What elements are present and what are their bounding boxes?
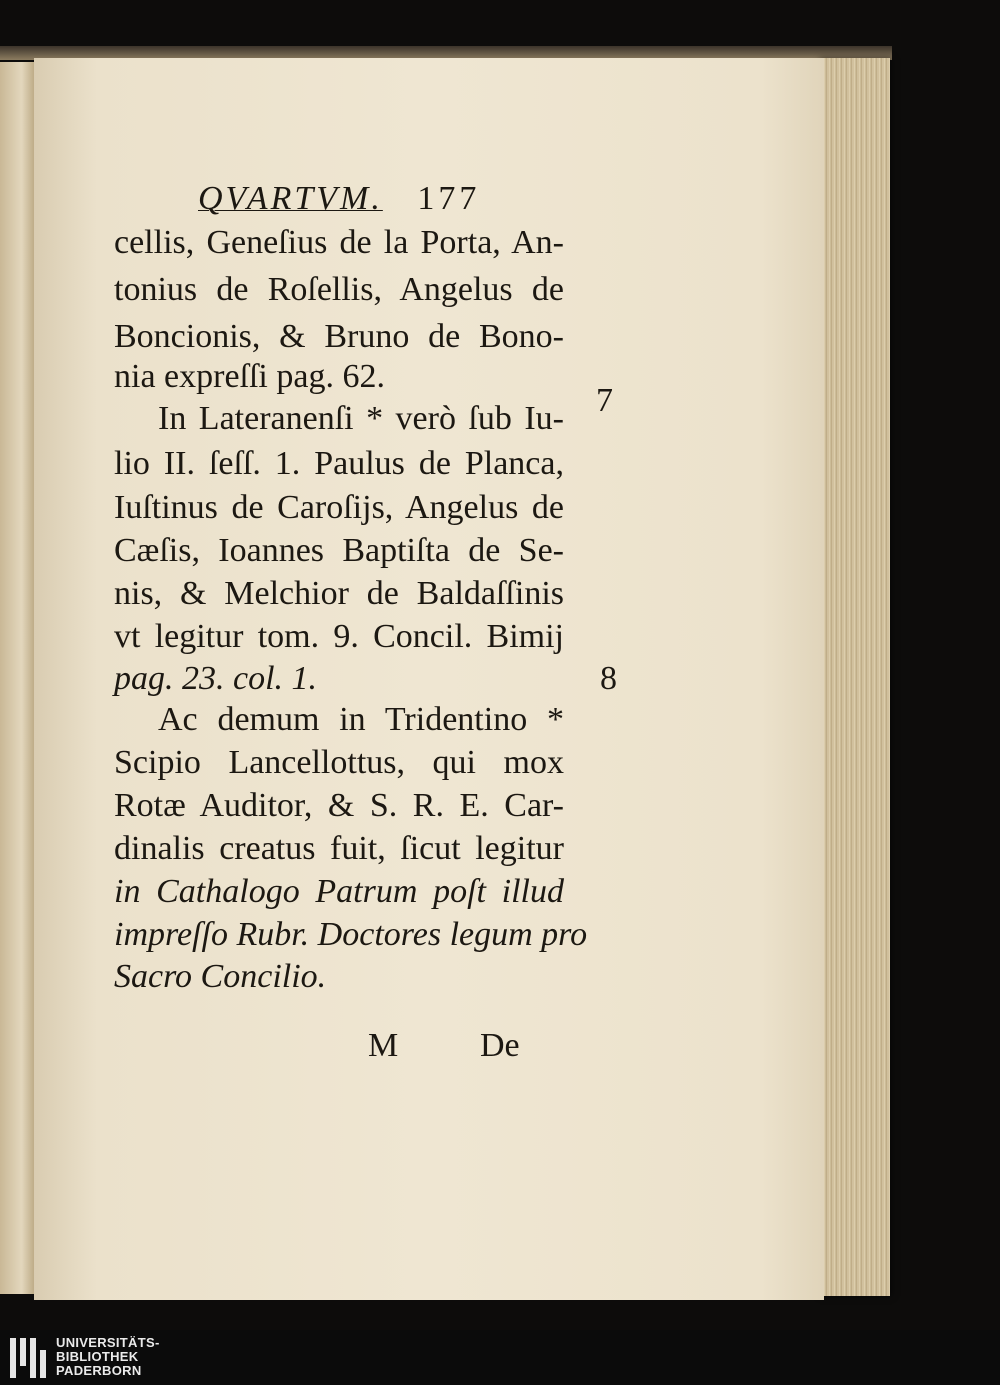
text-line: in Cathalogo Patrum poſt illud xyxy=(114,873,564,910)
page-number: 177 xyxy=(417,180,481,217)
text-line: Sacro Concilio. xyxy=(114,958,327,995)
running-head xyxy=(198,180,528,218)
text-line: pag. 23. col. 1. xyxy=(114,660,318,697)
text-line: Rotæ Auditor, & S. R. E. Car- xyxy=(114,787,564,824)
book-fore-edge xyxy=(818,58,890,1296)
text-line: Scipio Lancellottus, qui mox xyxy=(114,744,564,781)
logo-line: UNIVERSITÄTS- xyxy=(56,1335,160,1350)
text-line: Boncionis, & Bruno de Bono- xyxy=(114,318,564,355)
text-line: tonius de Roſellis, Angelus de xyxy=(114,271,564,308)
text-line: Cæſis, Ioannes Baptiſta de Se- xyxy=(114,532,564,569)
catchword: De xyxy=(480,1027,520,1064)
logo-line: PADERBORN xyxy=(56,1363,142,1378)
text-line: vt legitur tom. 9. Concil. Bimij xyxy=(114,618,564,655)
margin-note-number: 8 xyxy=(600,660,617,697)
signature-mark: M xyxy=(368,1027,399,1064)
text-line: Ac demum in Tridentino * xyxy=(158,701,564,738)
facing-page-edge xyxy=(0,62,36,1294)
text-line: dinalis creatus fuit, ſicut legitur xyxy=(114,830,564,867)
text-line: lio II. ſeſſ. 1. Paulus de Planca, xyxy=(114,445,564,482)
text-line: In Lateranenſi * verò ſub Iu- xyxy=(158,400,564,437)
text-line: cellis, Geneſius de la Porta, An- xyxy=(114,224,564,261)
running-head-title: QVARTVM. xyxy=(198,180,383,217)
logo-line: BIBLIOTHEK xyxy=(56,1349,139,1364)
text-line: nia expreſſi pag. 62. xyxy=(114,358,385,395)
library-logo-text xyxy=(56,1336,160,1378)
text-line: nis, & Melchior de Baldaſſinis xyxy=(114,575,564,612)
library-logo-icon xyxy=(8,1336,48,1380)
text-line: Iuſtinus de Caroſijs, Angelus de xyxy=(114,489,564,526)
text-line: impreſſo Rubr. Doctores legum pro xyxy=(114,916,588,953)
margin-note-number: 7 xyxy=(596,382,613,419)
